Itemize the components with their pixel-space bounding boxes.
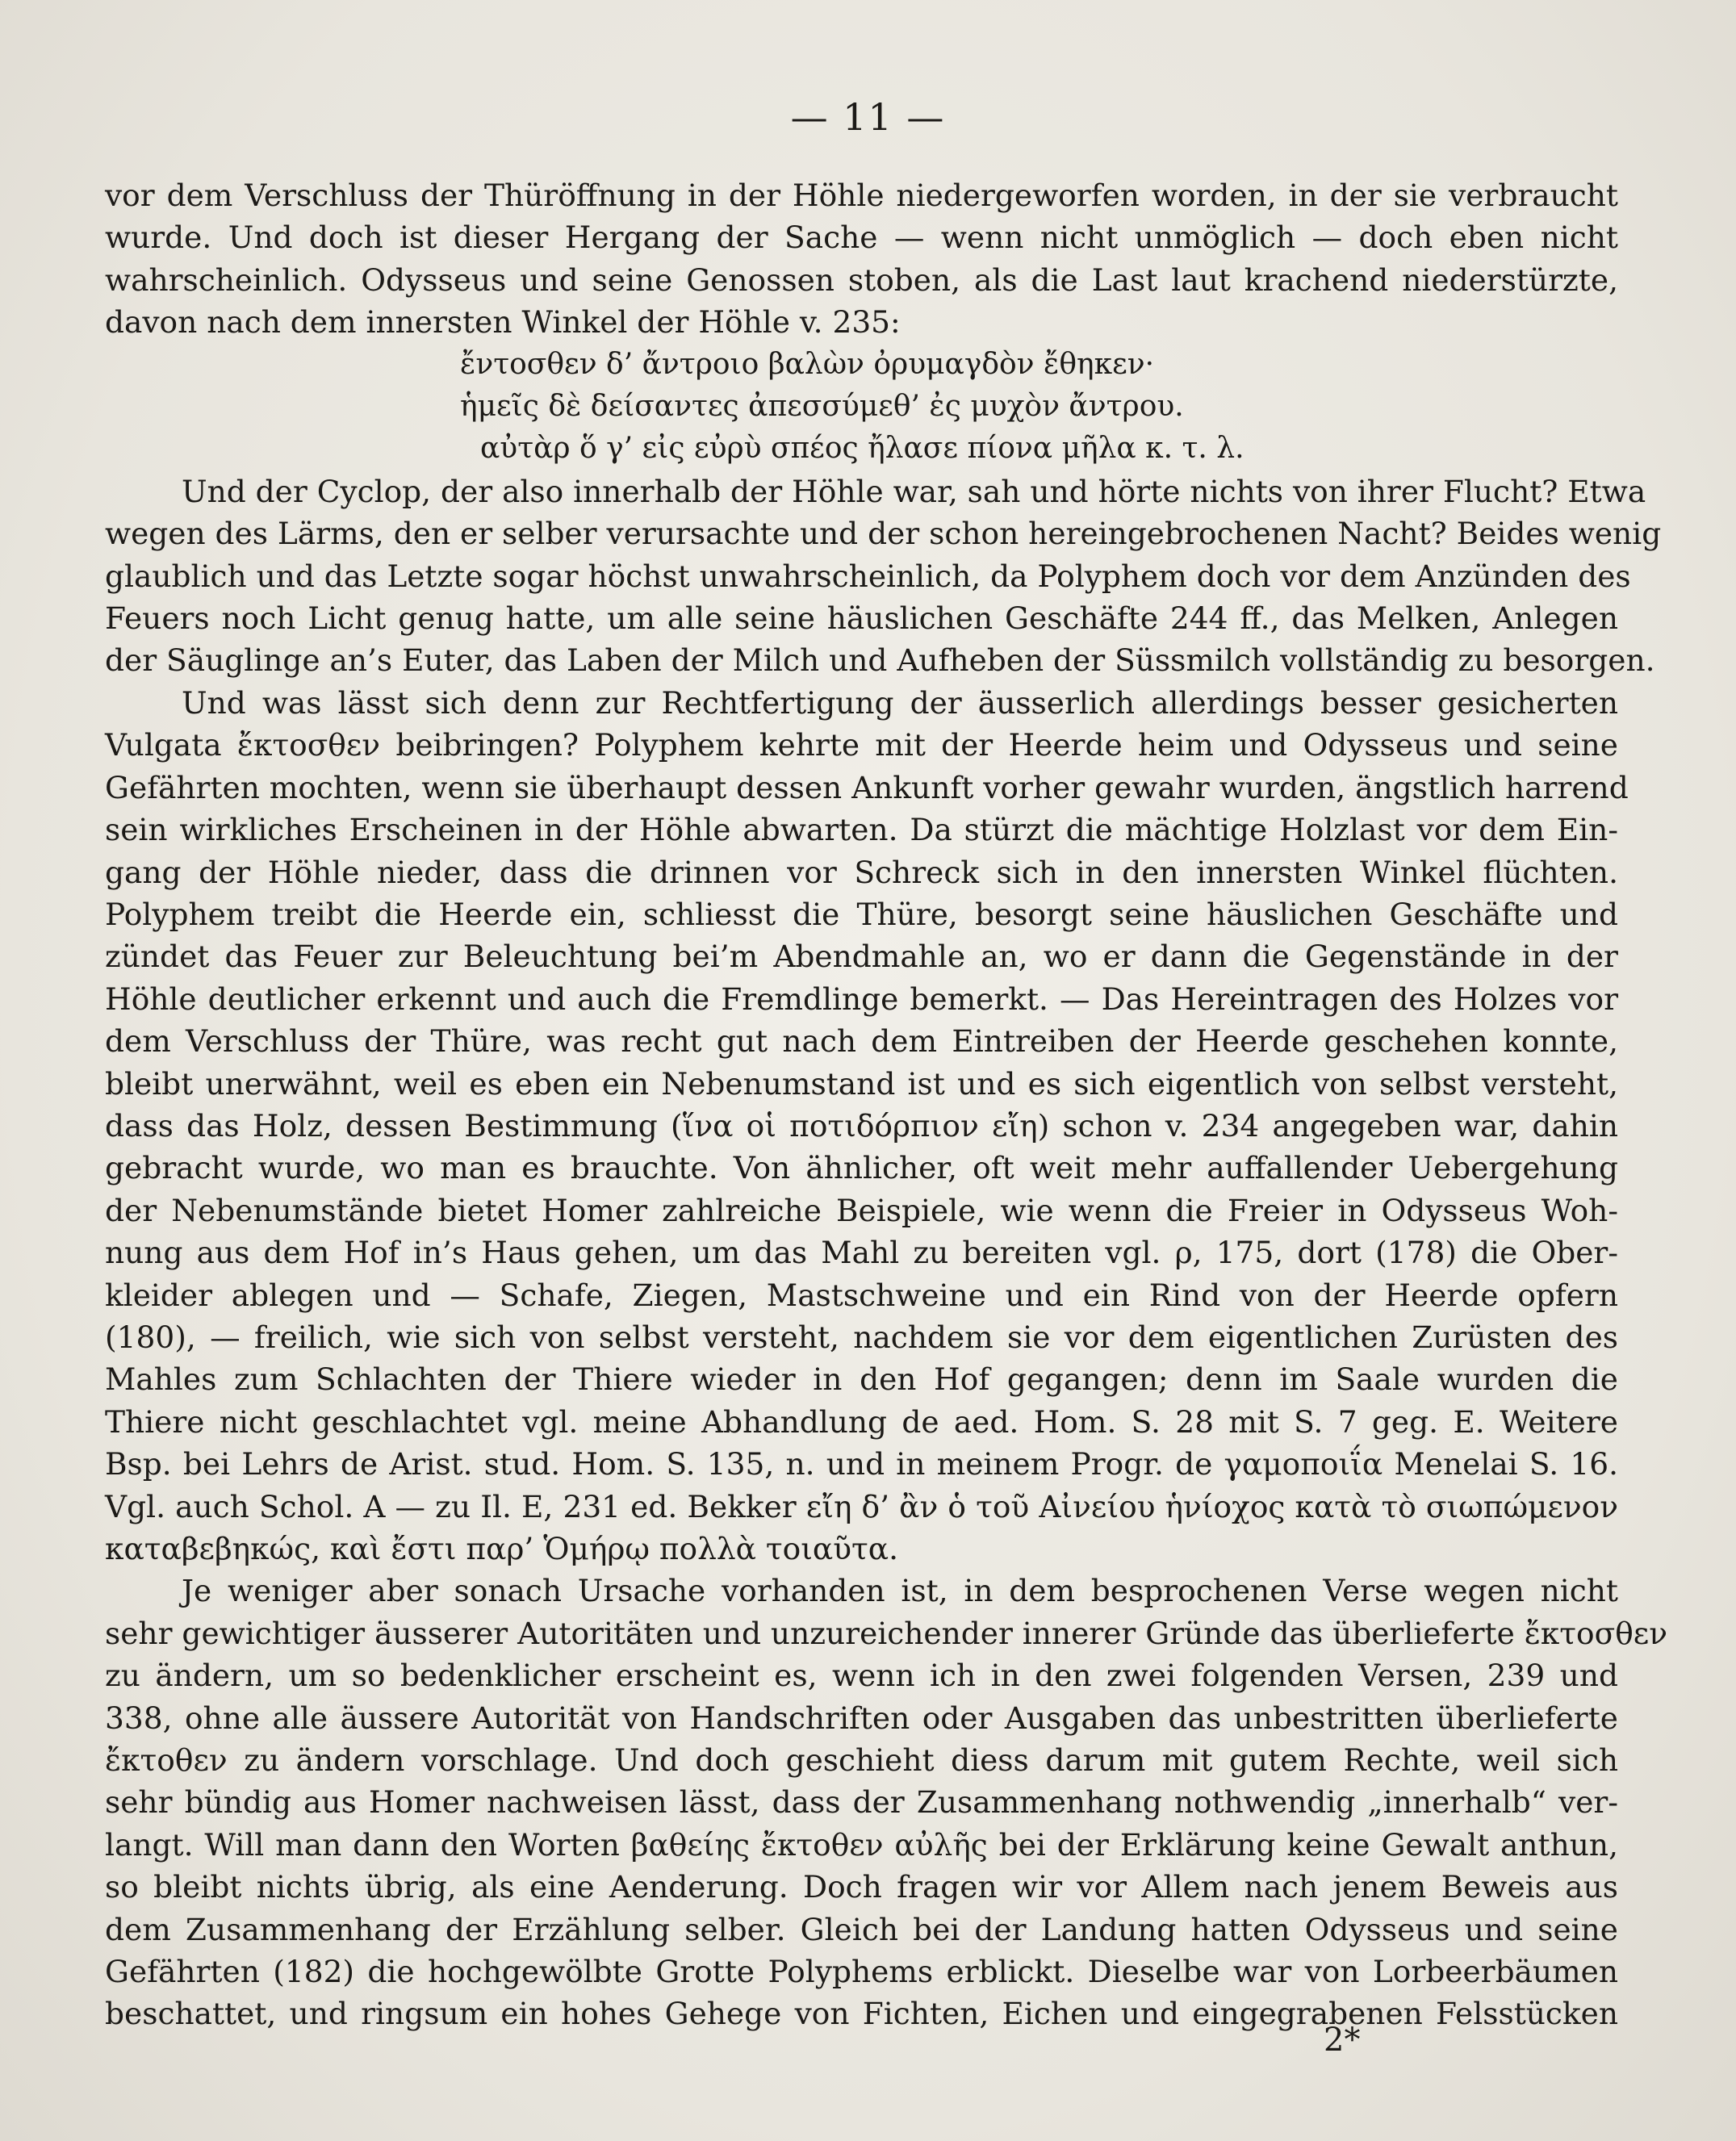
text-line: Bsp. bei Lehrs de Arist. stud. Hom. S. 135, n. und in meinem Progr. de γαμοποιΐα Menelai S. 16. bbox=[105, 1446, 1618, 1482]
page-number: — 11 — bbox=[790, 95, 946, 139]
text-line: beschattet, und ringsum ein hohes Gehege von Fichten, Eichen und eingegrabenen Felsstücken bbox=[105, 1996, 1618, 2032]
text-line: Und was lässt sich denn zur Rechtfertigung der äusserlich allerdings besser gesicherten bbox=[182, 684, 1618, 721]
text-line: so bleibt nichts übrig, als eine Aenderung. Doch fragen wir vor Allem nach jenem Beweis aus bbox=[105, 1869, 1618, 1905]
signature-mark: 2* bbox=[1324, 2022, 1361, 2059]
text-line: Höhle deutlicher erkennt und auch die Fremdlinge bemerkt. — Das Hereintragen des Holzes vor bbox=[105, 981, 1618, 1017]
text-line: (180), — freilich, wie sich von selbst versteht, nachdem sie vor dem eigentlichen Zurüsten des bbox=[105, 1319, 1618, 1355]
text-line: Thiere nicht geschlachtet vgl. meine Abhandlung de aed. Hom. S. 28 mit S. 7 geg. E. Weitere bbox=[105, 1403, 1618, 1440]
text-line: zu ändern, um so bedenklicher erscheint es, wenn ich in den zwei folgenden Versen, 239 und bbox=[105, 1658, 1618, 1694]
text-line: Vgl. auch Schol. A — zu Il. E, 231 ed. Bekker εἴη δ’ ἂν ὁ τοῦ Αἰνείου ἡνίοχος κατὰ τὸ σιωπώμενον bbox=[105, 1488, 1618, 1524]
text-line: Vulgata ἔκτοσθεν beibringen? Polyphem kehrte mit der Heerde heim und Odysseus und seine bbox=[105, 727, 1618, 763]
text-line: wurde. Und doch ist dieser Hergang der Sache — wenn nicht unmöglich — doch eben nicht bbox=[105, 220, 1618, 256]
text-line: sehr bündig aus Homer nachweisen lässt, dass der Zusammenhang nothwendig „innerhalb“ ver- bbox=[105, 1784, 1618, 1821]
text-line: Gefährten mochten, wenn sie überhaupt dessen Ankunft vorher gewahr wurden, ängstlich harrend bbox=[105, 769, 1629, 805]
text-line: dem Zusammenhang der Erzählung selber. Gleich bei der Landung hatten Odysseus und seine bbox=[105, 1911, 1618, 1947]
text-line: Mahles zum Schlachten der Thiere wieder in den Hof gegangen; denn im Saale wurden die bbox=[105, 1361, 1618, 1398]
text-line: Gefährten (182) die hochgewölbte Grotte Polyphems erblickt. Dieselbe war von Lorbeerbäumen bbox=[105, 1954, 1618, 1990]
text-line: wahrscheinlich. Odysseus und seine Genossen stoben, als die Last laut krachend niederstürzte, bbox=[105, 261, 1618, 298]
text-line: bleibt unerwähnt, weil es eben ein Nebenumstand ist und es sich eigentlich von selbst versteht, bbox=[105, 1065, 1618, 1102]
text-line: Je weniger aber sonach Ursache vorhanden ist, in dem besprochenen Verse wegen nicht bbox=[182, 1573, 1618, 1609]
text-line: sehr gewichtiger äusserer Autoritäten und unzureichender innerer Gründe das überlieferte ἔκτοσθεν bbox=[105, 1615, 1667, 1651]
text-line: kleider ablegen und — Schafe, Ziegen, Mastschweine und ein Rind von der Heerde opfern bbox=[105, 1277, 1618, 1313]
text-line: nung aus dem Hof in’s Haus gehen, um das Mahl zu bereiten vgl. ρ, 175, dort (178) die Ober- bbox=[105, 1235, 1618, 1271]
text-line: vor dem Verschluss der Thüröffnung in der Höhle niedergeworfen worden, in der sie verbraucht bbox=[105, 178, 1618, 213]
text-line: dem Verschluss der Thüre, was recht gut nach dem Eintreiben der Heerde geschehen konnte, bbox=[105, 1023, 1618, 1060]
text-line: langt. Will man dann den Worten βαθείης ἔκτοθεν αὐλῆς bei der Erklärung keine Gewalt anthun, bbox=[105, 1826, 1618, 1863]
text-line: Und der Cyclop, der also innerhalb der Höhle war, sah und hörte nichts von ihrer Flucht? Etwa bbox=[182, 473, 1646, 509]
body-text bbox=[105, 174, 1667, 2035]
text-line: Feuers noch Licht genug hatte, um alle seine häuslichen Geschäfte 244 ff., das Melken, Anlegen bbox=[105, 600, 1618, 637]
text-line: gang der Höhle nieder, dass die drinnen vor Schreck sich in den innersten Winkel flüchten. bbox=[105, 854, 1618, 890]
text-line: καταβεβηκώς, καὶ ἔστι παρ’ Ὁμήρῳ πολλὰ τοιαῦτα. bbox=[105, 1531, 899, 1566]
text-line: wegen des Lärms, den er selber verursachte und der schon hereingebrochenen Nacht? Beides wenig bbox=[105, 516, 1662, 552]
text-line: 338, ohne alle äussere Autorität von Handschriften oder Ausgaben das unbestritten überlieferte bbox=[105, 1700, 1618, 1736]
greek-verse-line: αὐτὰρ ὅ γ’ εἰς εὐρὺ σπέος ἤλασε πίονα μῆλα κ. τ. λ. bbox=[480, 432, 1244, 466]
text-line: Polyphem treibt die Heerde ein, schliesst die Thüre, besorgt seine häuslichen Geschäfte und bbox=[105, 896, 1618, 932]
text-line: ἔκτοθεν zu ändern vorschlage. Und doch geschieht diess darum mit gutem Rechte, weil sich bbox=[105, 1742, 1618, 1779]
text-line: zündet das Feuer zur Beleuchtung bei’m Abendmahle an, wo er dann die Gegenstände in der bbox=[105, 939, 1618, 975]
text-line: glaublich und das Letzte sogar höchst unwahrscheinlich, da Polyphem doch vor dem Anzünden des bbox=[105, 558, 1631, 594]
greek-verse-line: ἔντοσθεν δ’ ἄντροιο βαλὼν ὀρυμαγδὸν ἔθηκεν· bbox=[460, 347, 1155, 381]
text-line: dass das Holz, dessen Bestimmung (ἵνα οἱ ποτιδόρπιον εἴη) schon v. 234 angegeben war, dahin bbox=[105, 1107, 1618, 1144]
text-line: der Säuglinge an’s Euter, das Laben der Milch und Aufheben der Süssmilch vollständig zu besorgen. bbox=[105, 642, 1655, 679]
text-line: davon nach dem innersten Winkel der Höhle v. 235: bbox=[105, 304, 901, 341]
text-line: gebracht wurde, wo man es brauchte. Von ähnlicher, oft weit mehr auffallender Uebergehung bbox=[105, 1150, 1618, 1186]
greek-verse-line: ἡμεῖς δὲ δείσαντες ἀπεσσύμεθ’ ἐς μυχὸν ἄντρου. bbox=[460, 390, 1184, 424]
text-line: sein wirkliches Erscheinen in der Höhle abwarten. Da stürzt die mächtige Holzlast vor dem Ein- bbox=[105, 812, 1618, 848]
text-line: der Nebenumstände bietet Homer zahlreiche Beispiele, wie wenn die Freier in Odysseus Woh- bbox=[105, 1192, 1618, 1228]
